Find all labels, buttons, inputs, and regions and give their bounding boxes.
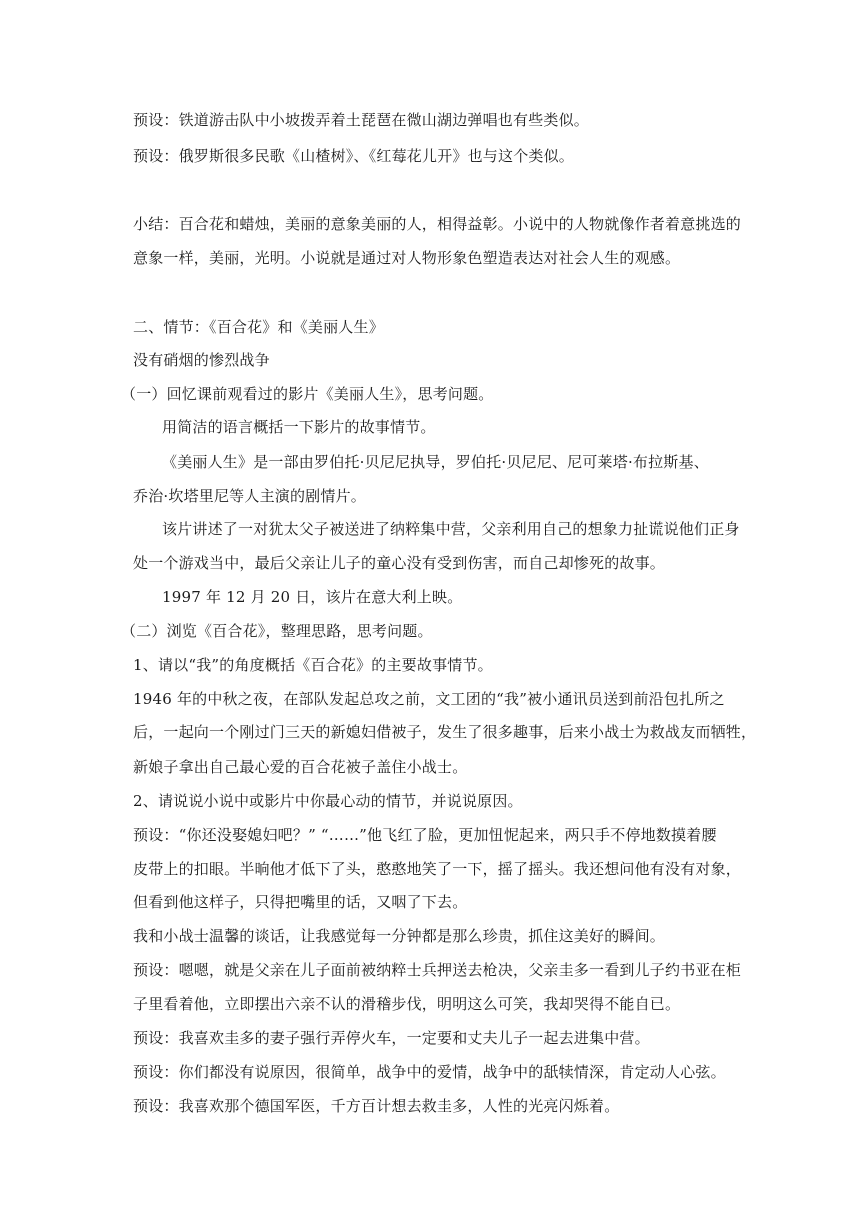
text-line: 预设：“你还没娶媳妇吧？” “……”他飞红了脸，更加忸怩起来，两只手不停地数摸着腰 [133,826,717,844]
text-line: 《美丽人生》是一部由罗伯托·贝尼尼执导，罗伯托·贝尼尼、尼可莱塔·布拉斯基、 [162,453,709,471]
text-line: 后，一起向一个刚过门三天的新媳妇借被子，发生了很多趣事，后来小战士为救战友而牺牲， [133,723,757,741]
text-line: 乔治·坎塔里尼等人主演的剧情片。 [133,487,366,505]
text-line: 小结：百合花和蜡烛，美丽的意象美丽的人，相得益彰。小说中的人物就像作者着意挑选的 [133,215,742,233]
text-line: 预设：我喜欢圭多的妻子强行弄停火车，一定要和丈夫儿子一起去进集中营。 [133,1029,650,1047]
text-line: 预设：铁道游击队中小坡拨弄着土琵琶在微山湖边弹唱也有些类似。 [133,111,590,129]
text-line: 子里看着他，立即摆出六亲不认的滑稽步伐，明明这么可笑，我却哭得不能自已。 [133,995,681,1013]
question-heading: （一）回忆课前观看过的影片《美丽人生》，思考问题。 [121,385,494,403]
subheading: 没有硝烟的惨烈战争 [133,351,270,369]
question-heading: （二）浏览《百合花》，整理思路，思考问题。 [121,622,433,640]
text-line: 该片讲述了一对犹太父子被送进了纳粹集中营，父亲利用自己的想象力扯谎说他们正身 [162,520,740,538]
text-line: 意象一样，美丽，光明。小说就是通过对人物形象色塑造表达对社会人生的观感。 [133,249,681,267]
text-line: 处一个游戏当中，最后父亲让儿子的童心没有受到伤害，而自己却惨死的故事。 [133,554,666,572]
section-heading: 二、情节：《百合花》和《美丽人生》 [133,318,384,336]
text-line: 2、请说说小说中或影片中你最心动的情节，并说说原因。 [133,792,523,810]
text-line: 我和小战士温馨的谈话，让我感觉每一分钟都是那么珍贵，抓住这美好的瞬间。 [133,927,666,945]
text-line: 但看到他这样子，只得把嘴里的话，又咽了下去。 [133,893,468,911]
text-line: 预设：我喜欢那个德国军医，千方百计想去救圭多，人性的光亮闪烁着。 [133,1097,620,1115]
text-line: 预设：俄罗斯很多民歌《山楂树》、《红莓花儿开》也与这个类似。 [133,147,575,165]
text-line: 新娘子拿出自己最心爱的百合花被子盖住小战士。 [133,758,468,776]
text-line: 预设：你们都没有说原因，很简单，战争中的爱情，战争中的舐犊情深，肯定动人心弦。 [133,1063,726,1081]
text-line: 预设：嗯嗯，就是父亲在儿子面前被纳粹士兵押送去枪决，父亲圭多一看到儿子约书亚在柜 [133,961,742,979]
text-line: 皮带上的扣眼。半晌他才低下了头，憨憨地笑了一下，摇了摇头。我还想问他有没有对象， [133,860,742,878]
text-line: 1、请以“我”的角度概括《百合花》的主要故事情节。 [133,656,493,674]
text-line: 1997 年 12 月 20 日，该片在意大利上映。 [162,588,463,606]
text-line: 1946 年的中秋之夜，在部队发起总攻之前，文工团的“我”被小通讯员送到前沿包扎所之 [133,690,725,708]
text-line: 用简洁的语言概括一下影片的故事情节。 [162,418,436,436]
